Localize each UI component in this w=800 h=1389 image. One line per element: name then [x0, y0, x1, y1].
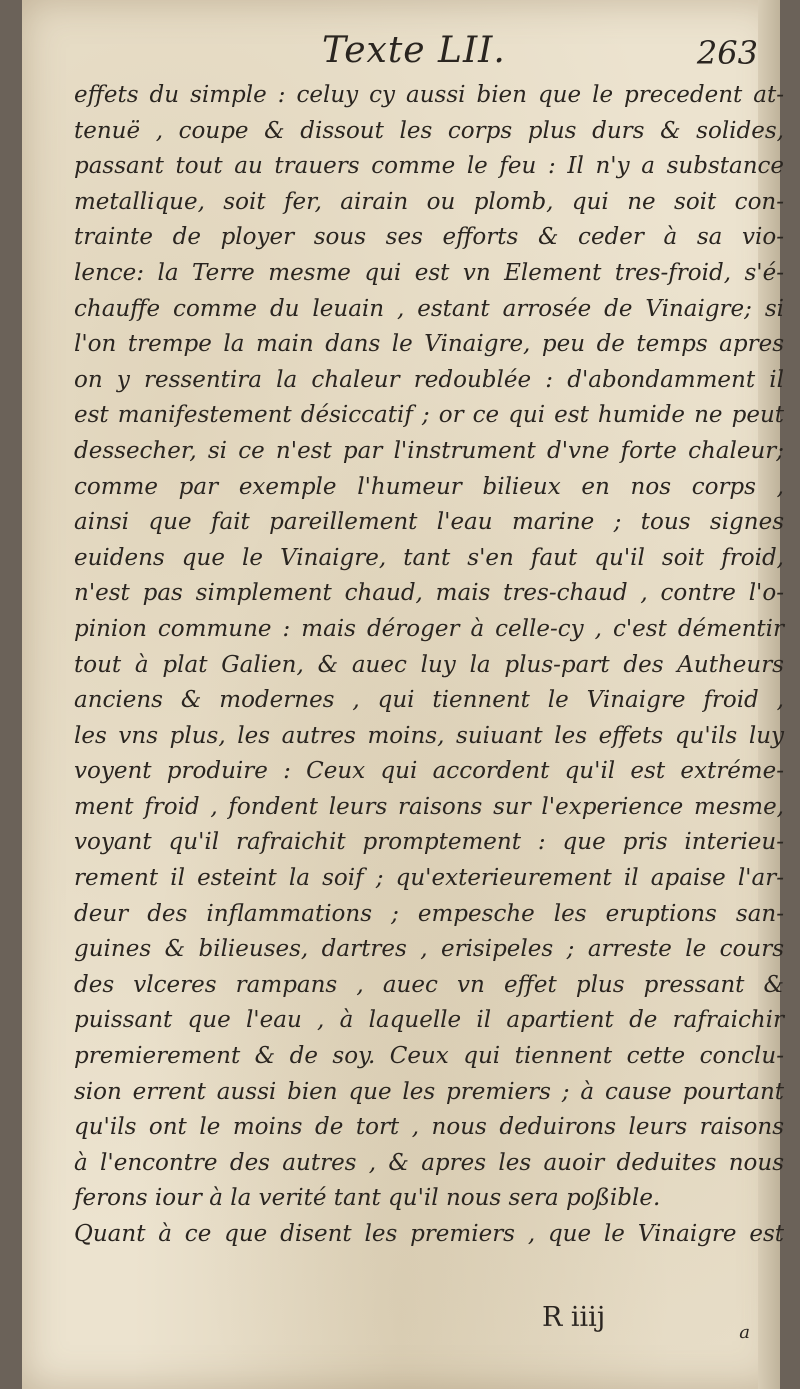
- text-line: guines & bilieuses, dartres , erisipeles ; arreste le cours: [74, 936, 784, 963]
- text-line: n'est pas simplement chaud, mais tres-chaud , contre l'o-: [74, 580, 784, 607]
- text-line: chauffe comme du leuain , estant arrosée de Vinaigre; si: [74, 295, 784, 322]
- text-line: euidens que le Vinaigre, tant s'en faut qu'il soit froid,: [74, 544, 784, 571]
- text-line: des vlceres rampans , auec vn effet plus pressant &: [74, 971, 784, 998]
- text-line: voyent produire : Ceux qui accordent qu'il est extréme-: [74, 758, 784, 785]
- text-line: lence: la Terre mesme qui est vn Element tres-froid, s'é-: [74, 259, 784, 286]
- text-line: tenuë , coupe & dissout les corps plus durs & solides,: [74, 117, 784, 144]
- text-line: effets du simple : celuy cy aussi bien que le precedent at-: [74, 82, 784, 108]
- text-line: metallique, soit fer, airain ou plomb, qui ne soit con-: [74, 188, 784, 215]
- text-line: dessecher, si ce n'est par l'instrument d'vne forte chaleur;: [74, 437, 784, 464]
- body-text: [74, 78, 784, 1253]
- text-line: passant tout au trauers comme le feu : Il n'y a substance: [74, 153, 784, 180]
- book-page: [22, 0, 784, 1389]
- text-line: tout à plat Galien, & auec luy la plus-part des Autheurs: [74, 651, 784, 678]
- page-number: 263: [696, 34, 758, 72]
- text-line: voyant qu'il rafraichit promptement : que pris interieu-: [74, 829, 784, 856]
- text-line: anciens & modernes , qui tiennent le Vinaigre froid ,: [74, 687, 784, 714]
- text-line: ment froid , fondent leurs raisons sur l'experience mesme,: [74, 793, 784, 820]
- page-header: [22, 30, 780, 80]
- text-line: rement il esteint la soif ; qu'exterieurement il apaise l'ar-: [74, 865, 784, 892]
- text-line: comme par exemple l'humeur bilieux en nos corps ,: [74, 473, 784, 500]
- text-line: trainte de ployer sous ses efforts & ceder à sa vio-: [74, 224, 784, 251]
- text-line: Quant à ce que disent les premiers , que le Vinaigre est: [74, 1221, 784, 1247]
- text-line: est manifestement désiccatif ; or ce qui est humide ne peut: [74, 402, 784, 429]
- text-line: puissant que l'eau , à laquelle il apartient de rafraichir: [74, 1007, 784, 1034]
- text-line: ainsi que fait pareillement l'eau marine ; tous signes: [74, 509, 784, 536]
- page-footer: [22, 1302, 780, 1342]
- text-line: pinion commune : mais déroger à celle-cy , c'est démentir: [74, 615, 784, 642]
- text-line: ferons iour à la verité tant qu'il nous sera poßible.: [74, 1185, 661, 1212]
- signature-mark: R iiij: [542, 1302, 606, 1333]
- catchword: a: [739, 1322, 750, 1343]
- text-line: les vns plus, les autres moins, suiuant les effets qu'ils luy: [74, 722, 784, 749]
- text-line: premierement & de soy. Ceux qui tiennent cette conclu-: [74, 1043, 784, 1070]
- text-line: deur des inflammations ; empesche les eruptions san-: [74, 900, 784, 927]
- text-line: l'on trempe la main dans le Vinaigre, peu de temps apres: [74, 331, 784, 358]
- text-line: on y ressentira la chaleur redoublée : d'abondamment il: [74, 366, 784, 393]
- text-line: à l'encontre des autres , & apres les auoir deduites nous: [74, 1149, 784, 1176]
- running-title: Texte LII.: [322, 30, 506, 71]
- text-line: qu'ils ont le moins de tort , nous deduirons leurs raisons: [74, 1114, 784, 1141]
- text-line: sion errent aussi bien que les premiers ; à cause pourtant: [74, 1078, 784, 1105]
